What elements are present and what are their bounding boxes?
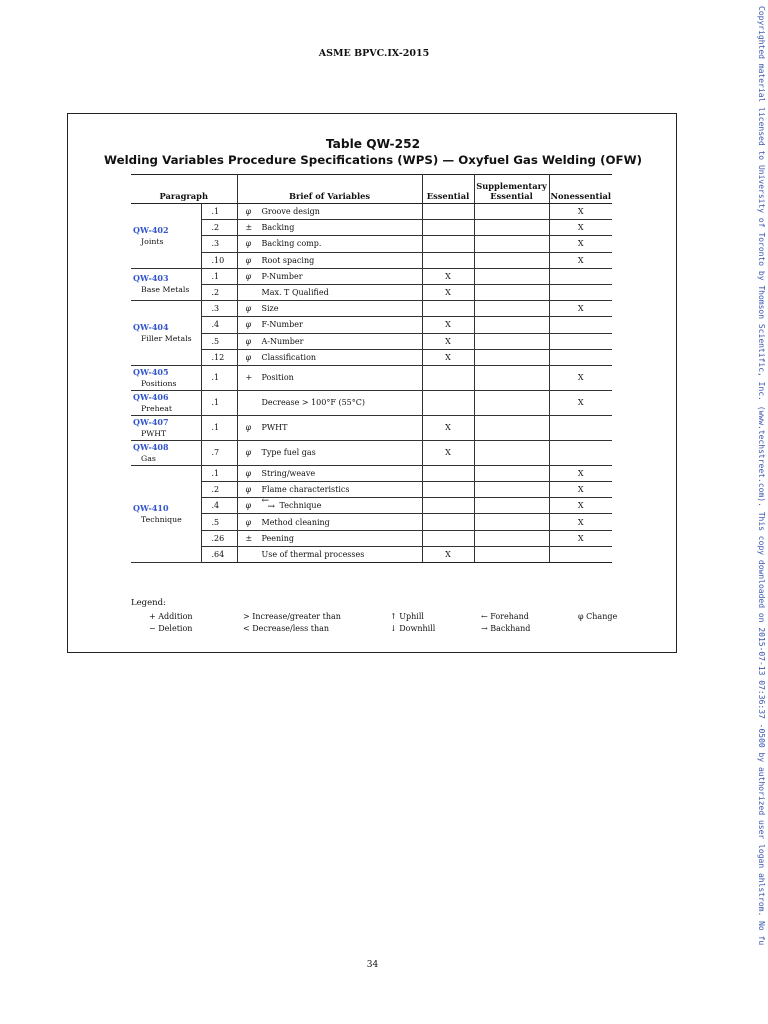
variable-brief <box>237 390 422 415</box>
supplementary-mark <box>474 204 549 220</box>
paragraph-link[interactable]: QW-405 <box>133 366 169 377</box>
legend-col-5 <box>578 611 617 623</box>
variable-number: .1 <box>201 204 237 220</box>
variable-brief <box>237 365 422 390</box>
variable-number: .26 <box>201 530 237 546</box>
essential-mark <box>422 390 474 415</box>
nonessential-mark: X <box>549 236 612 252</box>
supplementary-mark <box>474 415 549 440</box>
variable-number: .5 <box>201 514 237 530</box>
variables-table <box>131 174 612 563</box>
variable-symbol: φ <box>245 255 252 265</box>
variable-brief <box>237 268 422 284</box>
paragraph-link[interactable]: QW-404 <box>133 322 169 332</box>
supplementary-mark <box>474 252 549 268</box>
variable-number: .1 <box>201 415 237 440</box>
essential-mark: X <box>422 284 474 300</box>
variable-symbol: φ <box>245 517 252 527</box>
variable-text: Size <box>261 304 279 314</box>
nonessential-mark <box>549 317 612 333</box>
variable-text: F-Number <box>261 320 303 330</box>
nonessential-mark <box>549 546 612 562</box>
legend-col-2 <box>243 611 341 635</box>
nonessential-mark: X <box>549 482 612 498</box>
essential-mark <box>422 301 474 317</box>
variable-number: .4 <box>201 317 237 333</box>
table-row <box>131 301 612 317</box>
supplementary-mark <box>474 482 549 498</box>
table-row <box>131 514 612 530</box>
variable-text: String/weave <box>261 468 316 478</box>
paragraph-name: PWHT <box>141 428 167 438</box>
col-brief: Brief of Variables <box>237 175 422 204</box>
page-number: 34 <box>366 960 379 970</box>
variable-number: .2 <box>201 482 237 498</box>
variable-text: Peening <box>261 533 294 543</box>
table-row <box>131 498 612 514</box>
legend-col-1 <box>149 611 193 635</box>
paragraph-cell <box>131 440 201 465</box>
table-row <box>131 415 612 440</box>
variable-brief <box>237 349 422 365</box>
paragraph-name: Technique <box>141 514 182 524</box>
variable-brief <box>237 317 422 333</box>
table-title <box>68 136 678 168</box>
nonessential-mark: X <box>549 390 612 415</box>
legend-item: > Increase/greater than <box>243 612 341 621</box>
paragraph-link[interactable]: QW-402 <box>133 224 169 235</box>
variable-brief <box>237 440 422 465</box>
essential-mark <box>422 365 474 390</box>
table-row <box>131 284 612 300</box>
variable-symbol: ± <box>245 533 253 543</box>
supplementary-mark <box>474 465 549 481</box>
copyright-side-note: Copyrighted material licensed to University of Toronto by Thomson Scientific, Inc. (www.techstreet.com). This copy downloaded on 2015-07-13 07:36:37 -0500 by authorized user logan ahlstrom. No fu <box>757 6 766 946</box>
variable-text: Type fuel gas <box>261 448 316 458</box>
paragraph-cell <box>131 268 201 300</box>
essential-mark <box>422 236 474 252</box>
nonessential-mark: X <box>549 301 612 317</box>
legend-title: Legend: <box>131 598 166 608</box>
paragraph-link[interactable]: QW-406 <box>133 391 169 402</box>
essential-mark <box>422 482 474 498</box>
col-paragraph: Paragraph <box>131 175 237 204</box>
supplementary-mark <box>474 236 549 252</box>
table-row <box>131 465 612 481</box>
table-row <box>131 317 612 333</box>
essential-mark: X <box>422 333 474 349</box>
variable-number: .1 <box>201 268 237 284</box>
essential-mark <box>422 252 474 268</box>
essential-mark <box>422 220 474 236</box>
paragraph-cell <box>131 465 201 562</box>
variable-symbol: + <box>245 373 253 383</box>
supplementary-mark <box>474 284 549 300</box>
nonessential-mark: X <box>549 465 612 481</box>
table-row <box>131 236 612 252</box>
table-row <box>131 220 612 236</box>
variable-text: Method cleaning <box>261 517 330 527</box>
table-row <box>131 268 612 284</box>
variable-brief <box>237 530 422 546</box>
variable-symbol: φ <box>245 423 252 433</box>
table-row <box>131 390 612 415</box>
variable-text: Root spacing <box>261 255 315 265</box>
supplementary-mark <box>474 220 549 236</box>
variable-number: .10 <box>201 252 237 268</box>
supplementary-mark <box>474 317 549 333</box>
supplementary-mark <box>474 365 549 390</box>
essential-mark: X <box>422 349 474 365</box>
nonessential-mark <box>549 284 612 300</box>
nonessential-mark <box>549 268 612 284</box>
nonessential-mark: X <box>549 220 612 236</box>
table-row <box>131 204 612 220</box>
paragraph-link[interactable]: QW-407 <box>133 416 169 427</box>
variable-text: Groove design <box>261 207 320 217</box>
paragraph-cell <box>131 301 201 366</box>
legend-item: ↑ Uphill <box>390 612 424 621</box>
nonessential-mark <box>549 349 612 365</box>
variable-number: .64 <box>201 546 237 562</box>
supplementary-mark <box>474 546 549 562</box>
variable-symbol: φ <box>245 336 252 346</box>
variable-brief <box>237 236 422 252</box>
forehand-arrow-icon: ← <box>261 495 270 506</box>
paragraph-name: Preheat <box>141 403 173 413</box>
col-supplementary-line1: Supplementary <box>476 181 547 191</box>
table-row <box>131 440 612 465</box>
variable-brief <box>237 546 422 562</box>
variable-text: P-Number <box>261 271 303 281</box>
variable-text: Backing comp. <box>261 239 322 249</box>
table-row <box>131 530 612 546</box>
variable-brief <box>237 284 422 300</box>
header-row <box>131 175 612 204</box>
variable-symbol: φ <box>245 271 252 281</box>
col-supplementary-line2: Essential <box>490 191 533 201</box>
variable-text: Decrease > 100°F (55°C) <box>261 398 365 408</box>
variable-number: .5 <box>201 333 237 349</box>
essential-mark <box>422 514 474 530</box>
legend <box>131 598 631 633</box>
nonessential-mark: X <box>549 498 612 514</box>
paragraph-link[interactable]: QW-408 <box>133 441 169 452</box>
variable-symbol: φ <box>245 239 252 249</box>
col-nonessential: Nonessential <box>549 175 612 204</box>
supplementary-mark <box>474 498 549 514</box>
nonessential-mark: X <box>549 204 612 220</box>
essential-mark <box>422 204 474 220</box>
paragraph-cell <box>131 204 201 269</box>
essential-mark: X <box>422 415 474 440</box>
essential-mark: X <box>422 546 474 562</box>
variable-number: .2 <box>201 284 237 300</box>
legend-col-3 <box>390 611 435 635</box>
page-header-title: ASME BPVC.IX-2015 <box>318 48 430 59</box>
variable-symbol: φ <box>245 448 252 458</box>
paragraph-name: Joints <box>141 236 164 246</box>
supplementary-mark <box>474 390 549 415</box>
table-row <box>131 333 612 349</box>
table-subtitle: Welding Variables Procedure Specifications (WPS) — Oxyfuel Gas Welding (OFW) <box>104 153 642 167</box>
variable-brief <box>237 301 422 317</box>
variable-symbol: φ <box>245 304 252 314</box>
supplementary-mark <box>474 301 549 317</box>
variable-number: .1 <box>201 390 237 415</box>
variable-text: Classification <box>261 352 317 362</box>
table-frame <box>67 113 677 653</box>
variable-symbol: φ <box>245 500 252 510</box>
backhand-arrow-icon: → <box>267 501 276 512</box>
variable-number: .3 <box>201 236 237 252</box>
variable-symbol: φ <box>245 352 252 362</box>
variable-text: Technique <box>279 500 322 510</box>
variable-number: .3 <box>201 301 237 317</box>
paragraph-cell <box>131 415 201 440</box>
legend-item: < Decrease/less than <box>243 624 330 633</box>
nonessential-mark: X <box>549 514 612 530</box>
essential-mark: X <box>422 440 474 465</box>
supplementary-mark <box>474 514 549 530</box>
essential-mark <box>422 465 474 481</box>
col-supplementary <box>474 175 549 204</box>
legend-item: − Deletion <box>149 624 193 633</box>
table-title-number: Table QW-252 <box>325 137 421 151</box>
nonessential-mark: X <box>549 530 612 546</box>
variable-text: A-Number <box>261 336 304 346</box>
essential-mark: X <box>422 317 474 333</box>
variable-brief <box>237 495 422 514</box>
variable-text: Use of thermal processes <box>261 549 365 559</box>
nonessential-mark <box>549 333 612 349</box>
table-row <box>131 349 612 365</box>
paragraph-name: Filler Metals <box>141 334 192 343</box>
variable-text: Backing <box>261 223 295 233</box>
supplementary-mark <box>474 440 549 465</box>
nonessential-mark: X <box>549 252 612 268</box>
variable-number: .1 <box>201 465 237 481</box>
legend-item: ← Forehand <box>481 612 529 621</box>
nonessential-mark <box>549 415 612 440</box>
table-row <box>131 365 612 390</box>
variable-number: .1 <box>201 365 237 390</box>
variable-brief <box>237 252 422 268</box>
variable-symbol: φ <box>245 468 252 478</box>
nonessential-mark <box>549 440 612 465</box>
variable-number: .12 <box>201 349 237 365</box>
col-essential: Essential <box>422 175 474 204</box>
supplementary-mark <box>474 530 549 546</box>
variable-brief <box>237 333 422 349</box>
variable-text: Position <box>261 373 294 383</box>
legend-item: φ Change <box>578 612 618 621</box>
paragraph-link[interactable]: QW-403 <box>133 273 169 284</box>
paragraph-link[interactable]: QW-410 <box>133 502 169 513</box>
forehand-backhand-arrows-icon <box>261 495 280 512</box>
nonessential-mark: X <box>549 365 612 390</box>
variable-brief <box>237 465 422 481</box>
variable-number: .2 <box>201 220 237 236</box>
variable-text: Max. T Qualified <box>261 288 329 298</box>
paragraph-name: Base Metals <box>141 285 190 295</box>
legend-col-4 <box>481 611 530 635</box>
variable-symbol: φ <box>245 485 252 495</box>
paragraph-cell <box>131 365 201 390</box>
table-row <box>131 252 612 268</box>
paragraph-cell <box>131 390 201 415</box>
variable-symbol: ± <box>245 223 253 233</box>
legend-item: ↓ Downhill <box>390 624 436 633</box>
variable-brief <box>237 415 422 440</box>
legend-item: → Backhand <box>481 624 531 633</box>
supplementary-mark <box>474 349 549 365</box>
variable-brief <box>237 514 422 530</box>
variable-text: PWHT <box>261 423 288 433</box>
variable-symbol: φ <box>245 207 252 217</box>
variable-brief <box>237 204 422 220</box>
table-row <box>131 546 612 562</box>
legend-item: + Addition <box>149 612 193 621</box>
variable-text: Flame characteristics <box>261 485 350 495</box>
variable-symbol: φ <box>245 320 252 330</box>
essential-mark <box>422 530 474 546</box>
paragraph-name: Gas <box>141 453 156 463</box>
supplementary-mark <box>474 333 549 349</box>
essential-mark <box>422 498 474 514</box>
supplementary-mark <box>474 268 549 284</box>
paragraph-name: Positions <box>141 378 177 388</box>
variable-number: .7 <box>201 440 237 465</box>
variable-number: .4 <box>201 498 237 514</box>
table-row <box>131 482 612 498</box>
variable-brief <box>237 220 422 236</box>
essential-mark: X <box>422 268 474 284</box>
